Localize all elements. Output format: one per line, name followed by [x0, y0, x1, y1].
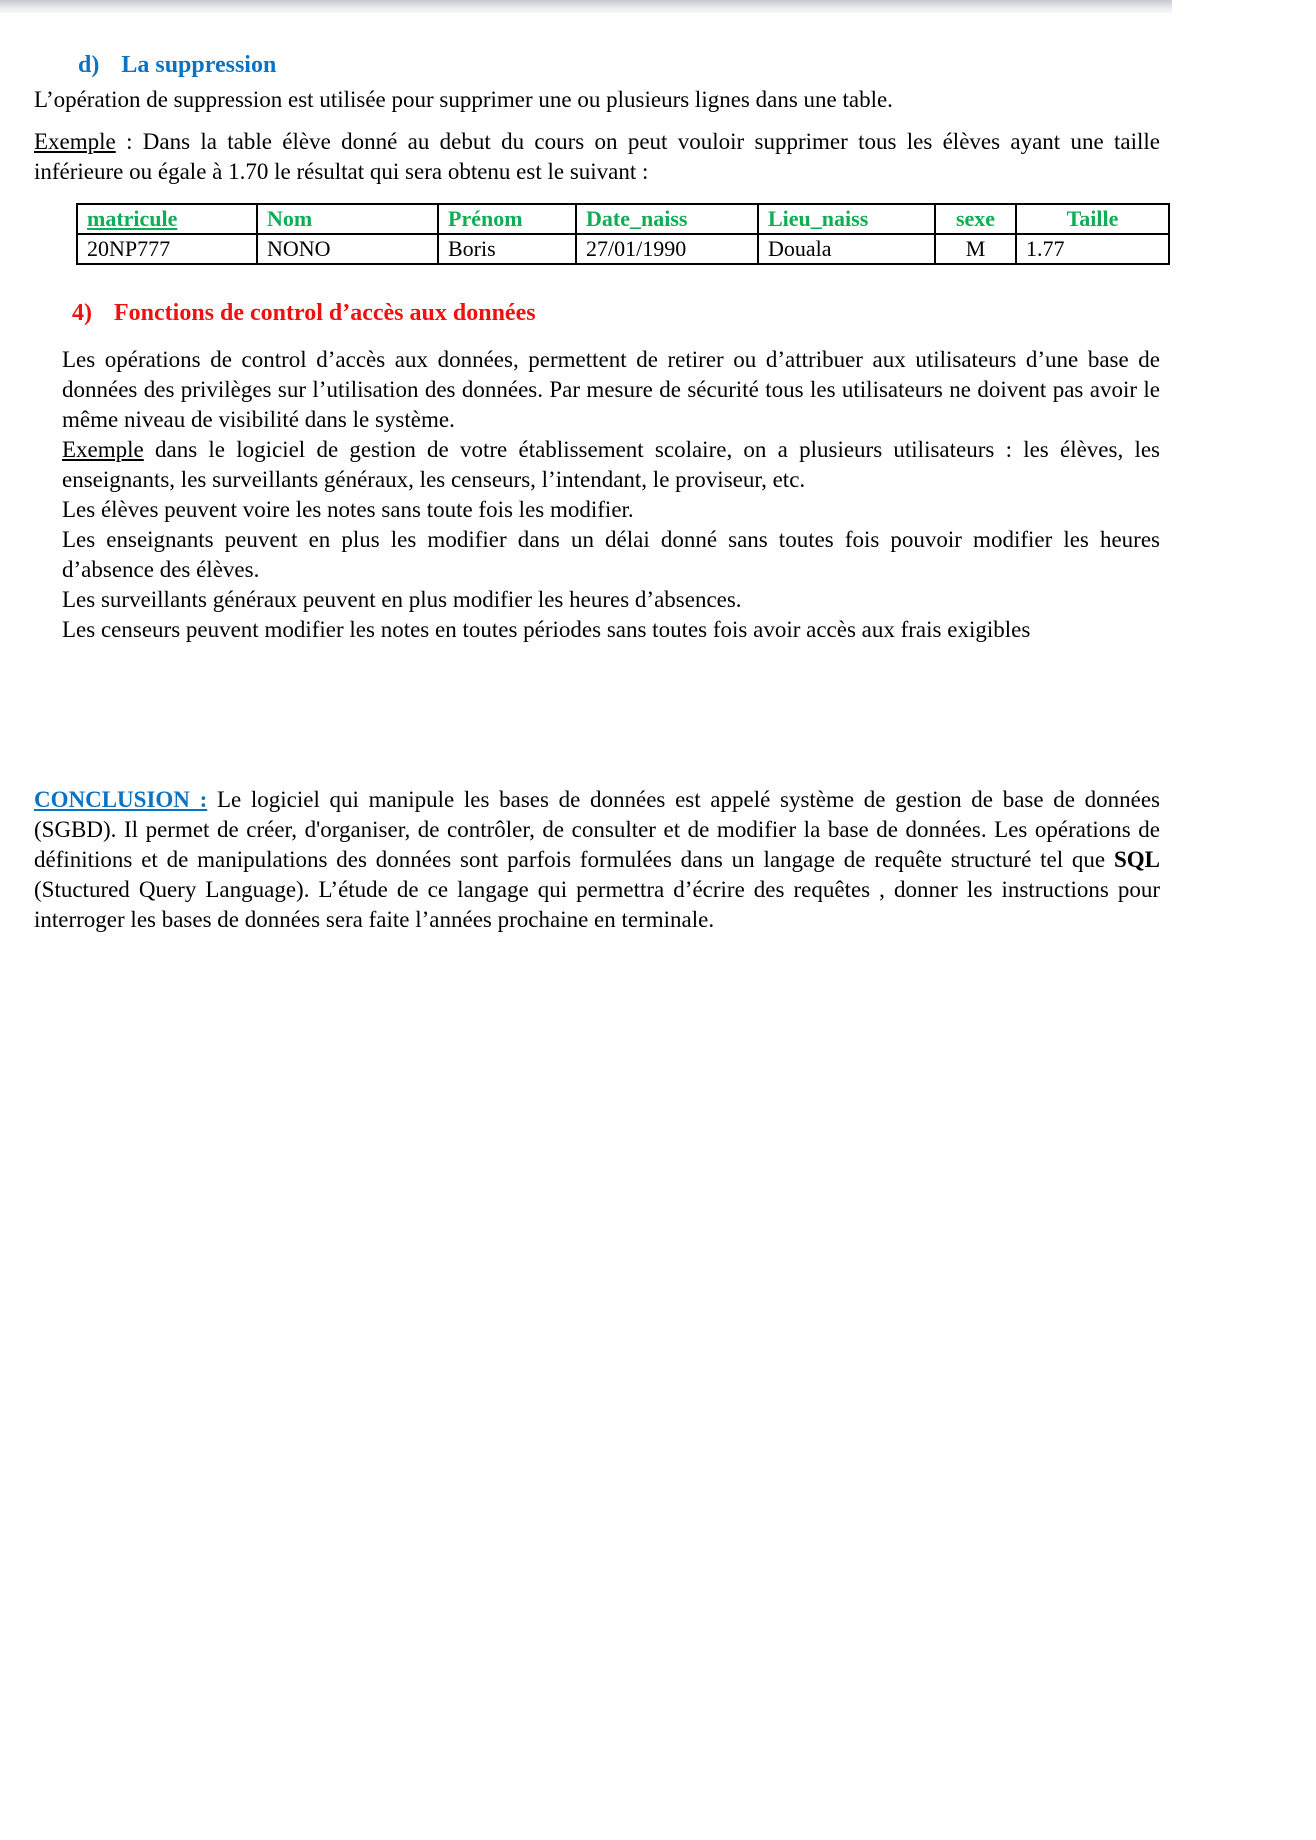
col-header-taille: Taille [1016, 204, 1169, 234]
document-content [0, 13, 1316, 935]
heading-suppression [78, 51, 1316, 79]
conclusion-text-part2: (Stuctured Query Language). L’étude de ce langage qui permettra d’écrire des requêtes , donner les instructions pour interroger les bases de données sera faite l’années prochaine en terminale. [34, 877, 1160, 932]
col-header-matricule-label: matricule [87, 206, 178, 231]
result-table [76, 203, 1170, 265]
controle-paragraph-censeurs: Les censeurs peuvent modifier les notes en toutes périodes sans toutes fois avoir accès aux frais exigibles [62, 617, 1031, 642]
example-text: : Dans la table élève donné au debut du cours on peut vouloir supprimer tous les élèves ayant une taille inférieure ou égale à 1.70 le résultat qui sera obtenu est le suivant : [34, 129, 1160, 184]
suppression-intro-paragraph: L’opération de suppression est utilisée pour supprimer une ou plusieurs lignes dans une table. [34, 87, 893, 112]
conclusion-paragraph [34, 785, 1160, 935]
col-header-nom: Nom [257, 204, 438, 234]
conclusion-sql-term: SQL [1113, 847, 1160, 872]
controle-example-paragraph [62, 435, 1160, 495]
conclusion-text-part1: Le logiciel qui manipule les bases de données est appelé système de gestion de base de données (SGBD). Il permet de créer, d'organiser, de contrôler, de consulter et de modifier la base de données. Les opérations de définitions et de manipulations des données sont parfois formulées dans un langage de requête structuré tel que [34, 787, 1160, 872]
table-header-row [77, 204, 1169, 234]
cell-date-naiss: 27/01/1990 [576, 234, 758, 264]
controle-paragraph-1: Les opérations de control d’accès aux données, permettent de retirer ou d’attribuer aux utilisateurs d’une base de données des privilèges sur l’utilisation des données. Par mesure de sécurité tous les utilisateurs ne doivent pas avoir le même niveau de visibilité dans le système. [62, 347, 1160, 432]
controle-example-label: Exemple [62, 437, 144, 462]
page-top-shadow [0, 0, 1172, 13]
cell-prenom: Boris [438, 234, 576, 264]
cell-lieu-naiss: Douala [758, 234, 935, 264]
heading-controle-acces [72, 299, 1316, 327]
suppression-example-paragraph [34, 127, 1160, 187]
col-header-date-naiss: Date_naiss [576, 204, 758, 234]
cell-nom: NONO [257, 234, 438, 264]
controle-paragraph-surveillants: Les surveillants généraux peuvent en plus modifier les heures d’absences. [62, 587, 742, 612]
cell-sexe: M [935, 234, 1016, 264]
controle-acces-body [62, 345, 1160, 645]
cell-matricule: 20NP777 [77, 234, 257, 264]
heading-suppression-title: La suppression [121, 52, 277, 78]
controle-paragraph-eleves: Les élèves peuvent voire les notes sans toute fois les modifier. [62, 497, 634, 522]
cell-taille: 1.77 [1016, 234, 1169, 264]
controle-paragraph-enseignants: Les enseignants peuvent en plus les modifier dans un délai donné sans toutes fois pouvoir modifier les heures d’absence des élèves. [62, 527, 1160, 582]
controle-example-text: dans le logiciel de gestion de votre établissement scolaire, on a plusieurs utilisateurs : les élèves, les enseignants, les surveillants généraux, les censeurs, l’intendant, le proviseur, etc. [62, 437, 1160, 492]
table-row [77, 234, 1169, 264]
col-header-sexe: sexe [935, 204, 1016, 234]
col-header-matricule [77, 204, 257, 234]
heading-controle-marker: 4) [72, 300, 92, 326]
heading-controle-title: Fonctions de control d’accès aux données [114, 300, 536, 326]
col-header-prenom: Prénom [438, 204, 576, 234]
heading-suppression-marker: d) [78, 52, 100, 78]
example-label: Exemple [34, 129, 116, 154]
conclusion-label: CONCLUSION : [34, 787, 208, 812]
col-header-lieu-naiss: Lieu_naiss [758, 204, 935, 234]
